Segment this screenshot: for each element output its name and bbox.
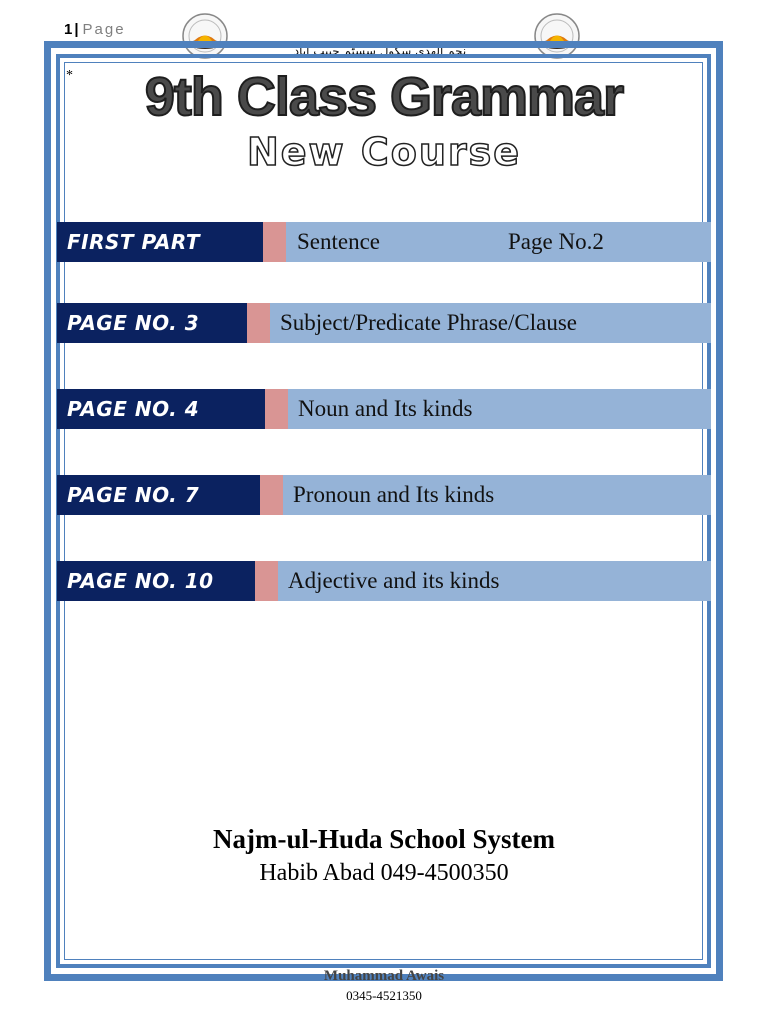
page-separator: | bbox=[74, 21, 79, 38]
urdu-header-text: نجم الهدی سکول سسٹم حبیب آباد bbox=[293, 44, 467, 58]
contents-row-topic: Adjective and its kinds bbox=[288, 568, 500, 593]
school-name: Najm-ul-Huda School System bbox=[212, 824, 556, 854]
page-number: 1 bbox=[64, 21, 73, 38]
contents-row-label: PAGE NO. 10 bbox=[57, 561, 255, 601]
page-number-label bbox=[64, 21, 126, 38]
contents-row-label: PAGE NO. 4 bbox=[57, 389, 265, 429]
contents-row-topic: Subject/Predicate Phrase/Clause bbox=[280, 310, 578, 335]
contents-row-accent bbox=[247, 303, 270, 343]
contents-row-accent bbox=[263, 222, 286, 262]
contents-row-topic: Sentence bbox=[297, 229, 381, 254]
contents-row-label: PAGE NO. 3 bbox=[57, 303, 247, 343]
contents-row-topic: Pronoun and Its kinds bbox=[293, 482, 495, 507]
author-phone: 0345-4521350 bbox=[346, 988, 422, 1003]
page-word: Page bbox=[82, 21, 126, 38]
school-address: Habib Abad 049-4500350 bbox=[259, 860, 509, 886]
contents-row-accent bbox=[255, 561, 278, 601]
contents-row-label: PAGE NO. 7 bbox=[57, 475, 260, 515]
contents-row-accent bbox=[260, 475, 283, 515]
contents-row-topic: Noun and Its kinds bbox=[298, 396, 473, 421]
author-name: Muhammad Awais bbox=[323, 968, 445, 984]
asterisk: * bbox=[66, 68, 73, 83]
page-title: 9th Class Grammar bbox=[144, 67, 624, 127]
page-subtitle: New Course bbox=[246, 130, 522, 174]
contents-row-accent bbox=[265, 389, 288, 429]
contents-row-page: Page No.2 bbox=[508, 229, 604, 254]
contents-row-label: FIRST PART bbox=[57, 222, 263, 262]
